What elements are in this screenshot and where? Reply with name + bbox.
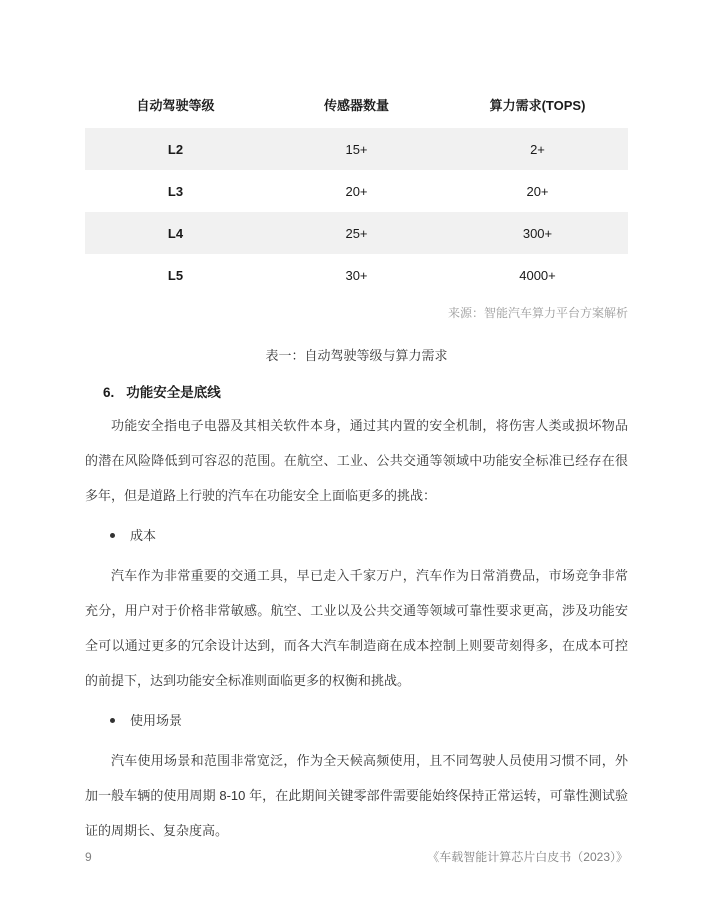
table-source: 来源：智能汽车算力平台方案解析 xyxy=(447,306,628,320)
table-row xyxy=(85,128,628,170)
table-row xyxy=(85,212,628,254)
list-item-label: 成本 xyxy=(130,528,157,543)
table-caption: 表一：自动驾驶等级与算力需求 xyxy=(265,348,448,363)
page-content xyxy=(85,0,628,848)
footer-document-title: 《车载智能计算芯片白皮书（2023）》 xyxy=(427,850,628,864)
table-header-cell: 传感器数量 xyxy=(323,97,389,113)
table-cell: 2+ xyxy=(530,141,545,157)
table-cell: L5 xyxy=(167,267,184,283)
table-header-cell: 自动驾驶等级 xyxy=(136,97,215,113)
section-title: 功能安全是底线 xyxy=(126,385,221,400)
table-cell: L4 xyxy=(167,225,184,241)
table-cell: 25+ xyxy=(345,225,368,241)
list-item xyxy=(85,518,628,553)
table-cell: 300+ xyxy=(522,225,553,241)
table-cell: L3 xyxy=(167,183,184,199)
table-row xyxy=(85,254,628,296)
bullet-icon xyxy=(110,533,115,538)
table-cell: 20+ xyxy=(345,183,368,199)
page-number: 9 xyxy=(85,850,92,864)
table-cell: L2 xyxy=(167,141,184,157)
table-cell: 4000+ xyxy=(519,267,556,283)
data-table xyxy=(85,80,628,296)
table-header-row xyxy=(85,80,628,128)
list-item xyxy=(85,703,628,738)
page-footer xyxy=(85,848,628,866)
paragraph: 汽车使用场景和范围非常宽泛，作为全天候高频使用，且不同驾驶人员使用习惯不同，外加一般车辆的使用周期 8-10 年，在此期间关键零部件需要能始终保持正常运转，可靠性测试验证的周期长、复杂度高。 xyxy=(85,753,628,838)
section-number: 6. xyxy=(103,385,115,400)
table-row xyxy=(85,170,628,212)
table-header-cell: 算力需求(TOPS) xyxy=(489,97,586,113)
paragraph: 功能安全指电子电器及其相关软件本身，通过其内置的安全机制，将伤害人类或损坏物品的潜在风险降低到可容忍的范围。在航空、工业、公共交通等领域中功能安全标准已经存在很多年，但是道路上行驶的汽车在功能安全上面临更多的挑战： xyxy=(85,418,628,503)
section-heading xyxy=(85,383,628,403)
table-cell: 15+ xyxy=(345,141,368,157)
table-cell: 30+ xyxy=(345,267,368,283)
bullet-icon xyxy=(110,718,115,723)
list-item-label: 使用场景 xyxy=(130,713,183,728)
paragraph: 汽车作为非常重要的交通工具，早已走入千家万户，汽车作为日常消费品，市场竞争非常充分，用户对于价格非常敏感。航空、工业以及公共交通等领域可靠性要求更高，涉及功能安全可以通过更多的冗余设计达到，而各大汽车制造商在成本控制上则要苛刻得多，在成本可控的前提下，达到功能安全标准则面临更多的权衡和挑战。 xyxy=(85,568,628,688)
table-cell: 20+ xyxy=(526,183,549,199)
